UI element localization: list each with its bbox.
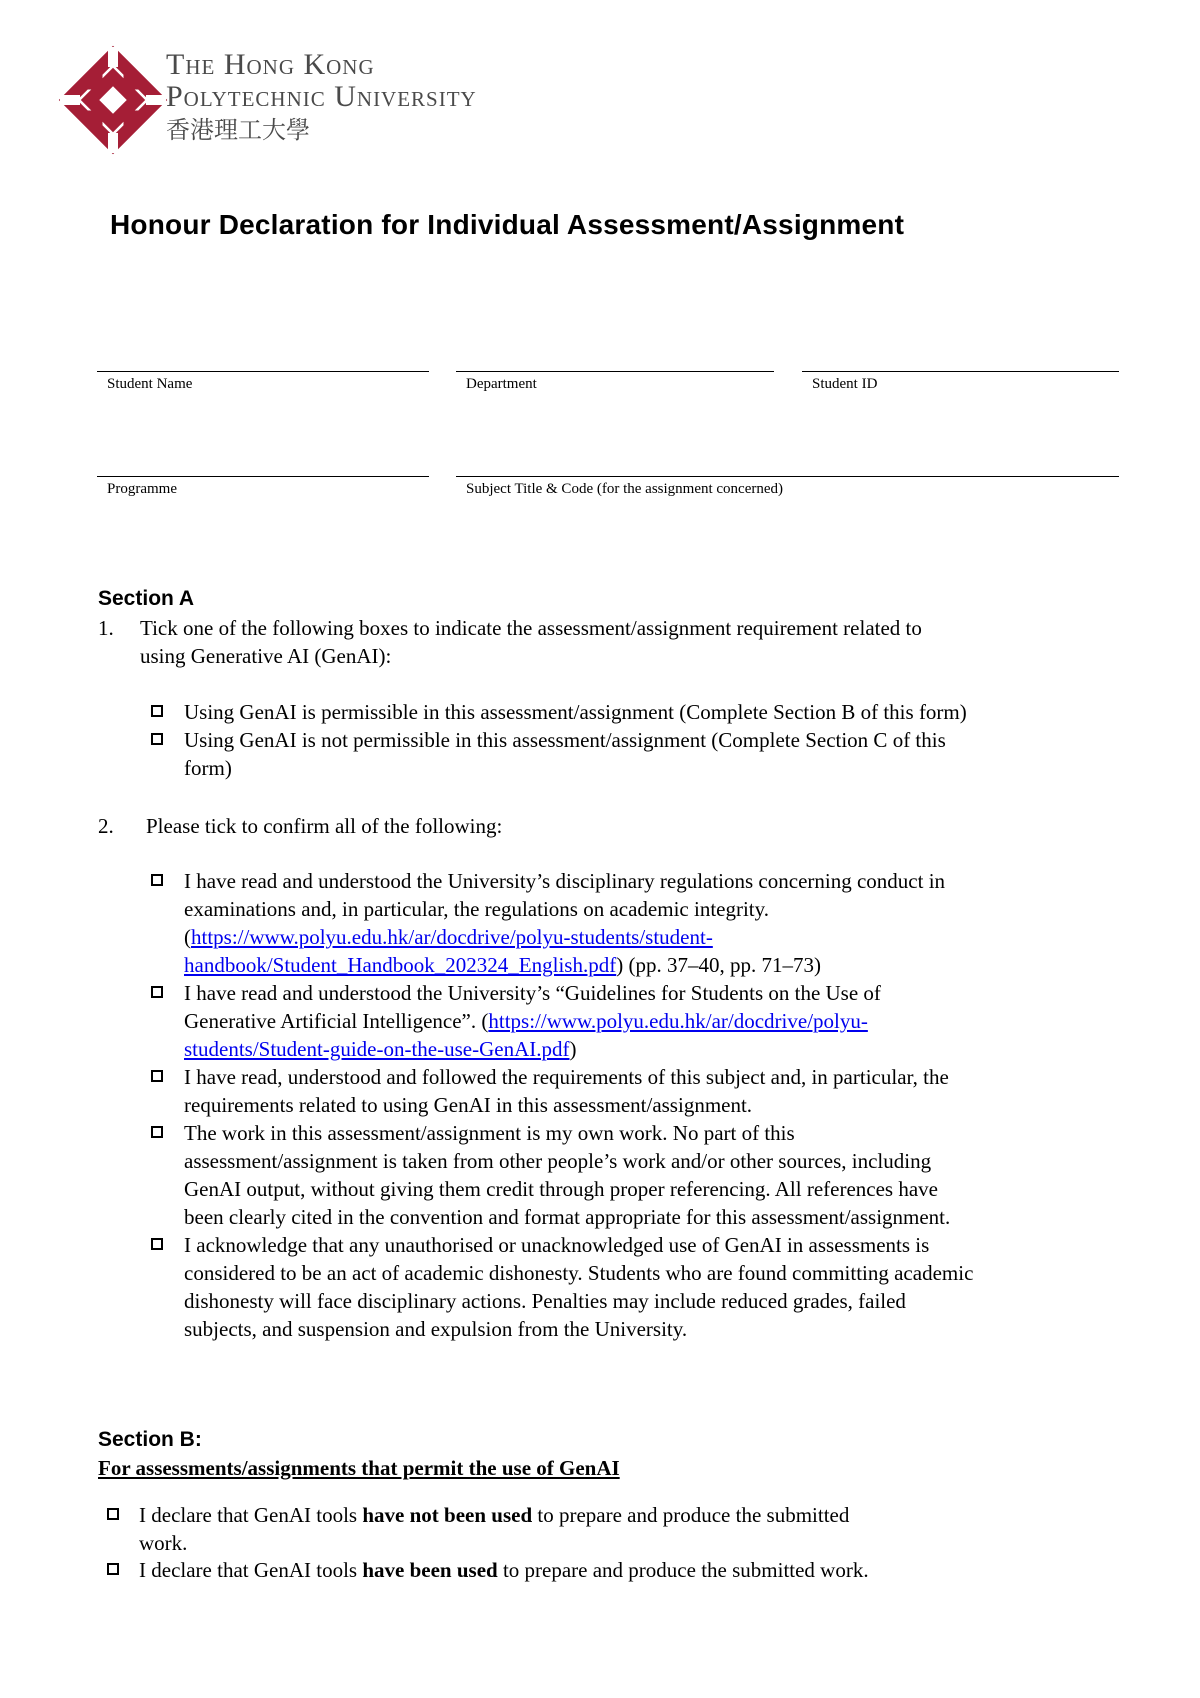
confirm-requirements-l1: I have read, understood and followed the requirements of this subject and, in particular, the (184, 1065, 949, 1089)
confirm-guidelines-l1: I have read and understood the University’s “Guidelines for Students on the Use of (184, 981, 881, 1005)
q2-number: 2. (98, 814, 114, 838)
confirm-regulations-l3: (https://www.polyu.edu.hk/ar/docdrive/polyu-students/student- (184, 925, 713, 949)
genai-not-permissible-checkbox[interactable] (151, 733, 163, 745)
subject-field[interactable] (456, 476, 1119, 497)
confirm-dishonesty-checkbox[interactable] (151, 1238, 163, 1250)
university-name (166, 50, 477, 142)
genai-not-permissible-label-cont: form) (184, 756, 232, 780)
confirm-dishonesty-l2: considered to be an act of academic dishonesty. Students who are found committing academic (184, 1261, 974, 1285)
genai-not-permissible-label: Using GenAI is not permissible in this assessment/assignment (Complete Section C of this (184, 728, 946, 752)
confirm-dishonesty-l4: subjects, and suspension and expulsion from the University. (184, 1317, 688, 1341)
department-label: Department (466, 376, 537, 392)
student-id-label: Student ID (812, 376, 878, 392)
student-name-label: Student Name (107, 376, 193, 392)
genai-permissible-checkbox[interactable] (151, 705, 163, 717)
genai-permissible-label: Using GenAI is permissible in this assessment/assignment (Complete Section B of this form) (184, 700, 967, 724)
genai-not-used-checkbox[interactable] (107, 1508, 119, 1520)
confirm-own-work-l4: been clearly cited in the convention and format appropriate for this assessment/assignment. (184, 1205, 951, 1229)
q2-text: Please tick to confirm all of the following: (146, 814, 503, 838)
genai-used-label: I declare that GenAI tools have been used to prepare and produce the submitted work. (139, 1558, 869, 1582)
genai-guide-link[interactable]: https://www.polyu.edu.hk/ar/docdrive/polyu- (488, 1009, 868, 1033)
confirm-requirements-checkbox[interactable] (151, 1070, 163, 1082)
student-handbook-link[interactable]: https://www.polyu.edu.hk/ar/docdrive/polyu-students/student- (191, 925, 713, 949)
confirm-own-work-checkbox[interactable] (151, 1126, 163, 1138)
confirm-requirements-l2: requirements related to using GenAI in this assessment/assignment. (184, 1093, 753, 1117)
student-name-field[interactable] (97, 371, 429, 392)
confirm-dishonesty-l3: dishonesty will face disciplinary actions. Penalties may include reduced grades, failed (184, 1289, 906, 1313)
q1-number: 1. (98, 616, 114, 640)
student-id-field[interactable] (802, 371, 1119, 392)
section-b-subheading: For assessments/assignments that permit the use of GenAI (98, 1456, 620, 1480)
confirm-regulations-l2: examinations and, in particular, the regulations on academic integrity. (184, 897, 770, 921)
university-name-line1: The Hong Kong (166, 48, 375, 81)
university-name-chinese: 香港理工大學 (166, 116, 310, 144)
page-title: Honour Declaration for Individual Assessment/Assignment (110, 209, 905, 240)
confirm-regulations-l4: handbook/Student_Handbook_202324_English.pdf) (pp. 37–40, pp. 71–73) (184, 953, 821, 977)
programme-label: Programme (107, 481, 177, 497)
genai-not-used-label-cont: work. (139, 1531, 188, 1555)
confirm-guidelines-checkbox[interactable] (151, 986, 163, 998)
confirm-own-work-l3: GenAI output, without giving them credit through proper referencing. All references have (184, 1177, 939, 1201)
confirm-dishonesty-l1: I acknowledge that any unauthorised or unacknowledged use of GenAI in assessments is (184, 1233, 930, 1257)
q1-line1: Tick one of the following boxes to indicate the assessment/assignment requirement related to (140, 616, 922, 640)
section-b-heading: Section B: (98, 1428, 202, 1451)
confirm-own-work-l1: The work in this assessment/assignment is my own work. No part of this (184, 1121, 795, 1145)
programme-field[interactable] (97, 476, 429, 497)
confirm-regulations-checkbox[interactable] (151, 874, 163, 886)
genai-guide-link-cont[interactable]: students/Student-guide-on-the-use-GenAI.pdf (184, 1037, 570, 1061)
department-field[interactable] (456, 371, 774, 392)
section-a-heading: Section A (98, 587, 195, 610)
university-name-line2: Polytechnic University (166, 80, 477, 113)
q1-line2: using Generative AI (GenAI): (140, 644, 392, 668)
student-handbook-link-cont[interactable]: handbook/Student_Handbook_202324_English.pdf (184, 953, 617, 977)
polyu-logo (58, 45, 168, 155)
confirm-regulations-l1: I have read and understood the University’s disciplinary regulations concerning conduct in (184, 869, 946, 893)
confirm-guidelines-l2: Generative Artificial Intelligence”. (https://www.polyu.edu.hk/ar/docdrive/polyu- (184, 1009, 868, 1033)
confirm-guidelines-l3: students/Student-guide-on-the-use-GenAI.pdf) (184, 1037, 577, 1061)
confirm-own-work-l2: assessment/assignment is taken from other people’s work and/or other sources, including (184, 1149, 932, 1173)
subject-label: Subject Title & Code (for the assignment concerned) (466, 481, 784, 497)
genai-not-used-label: I declare that GenAI tools have not been used to prepare and produce the submitted (139, 1503, 850, 1527)
genai-used-checkbox[interactable] (107, 1563, 119, 1575)
